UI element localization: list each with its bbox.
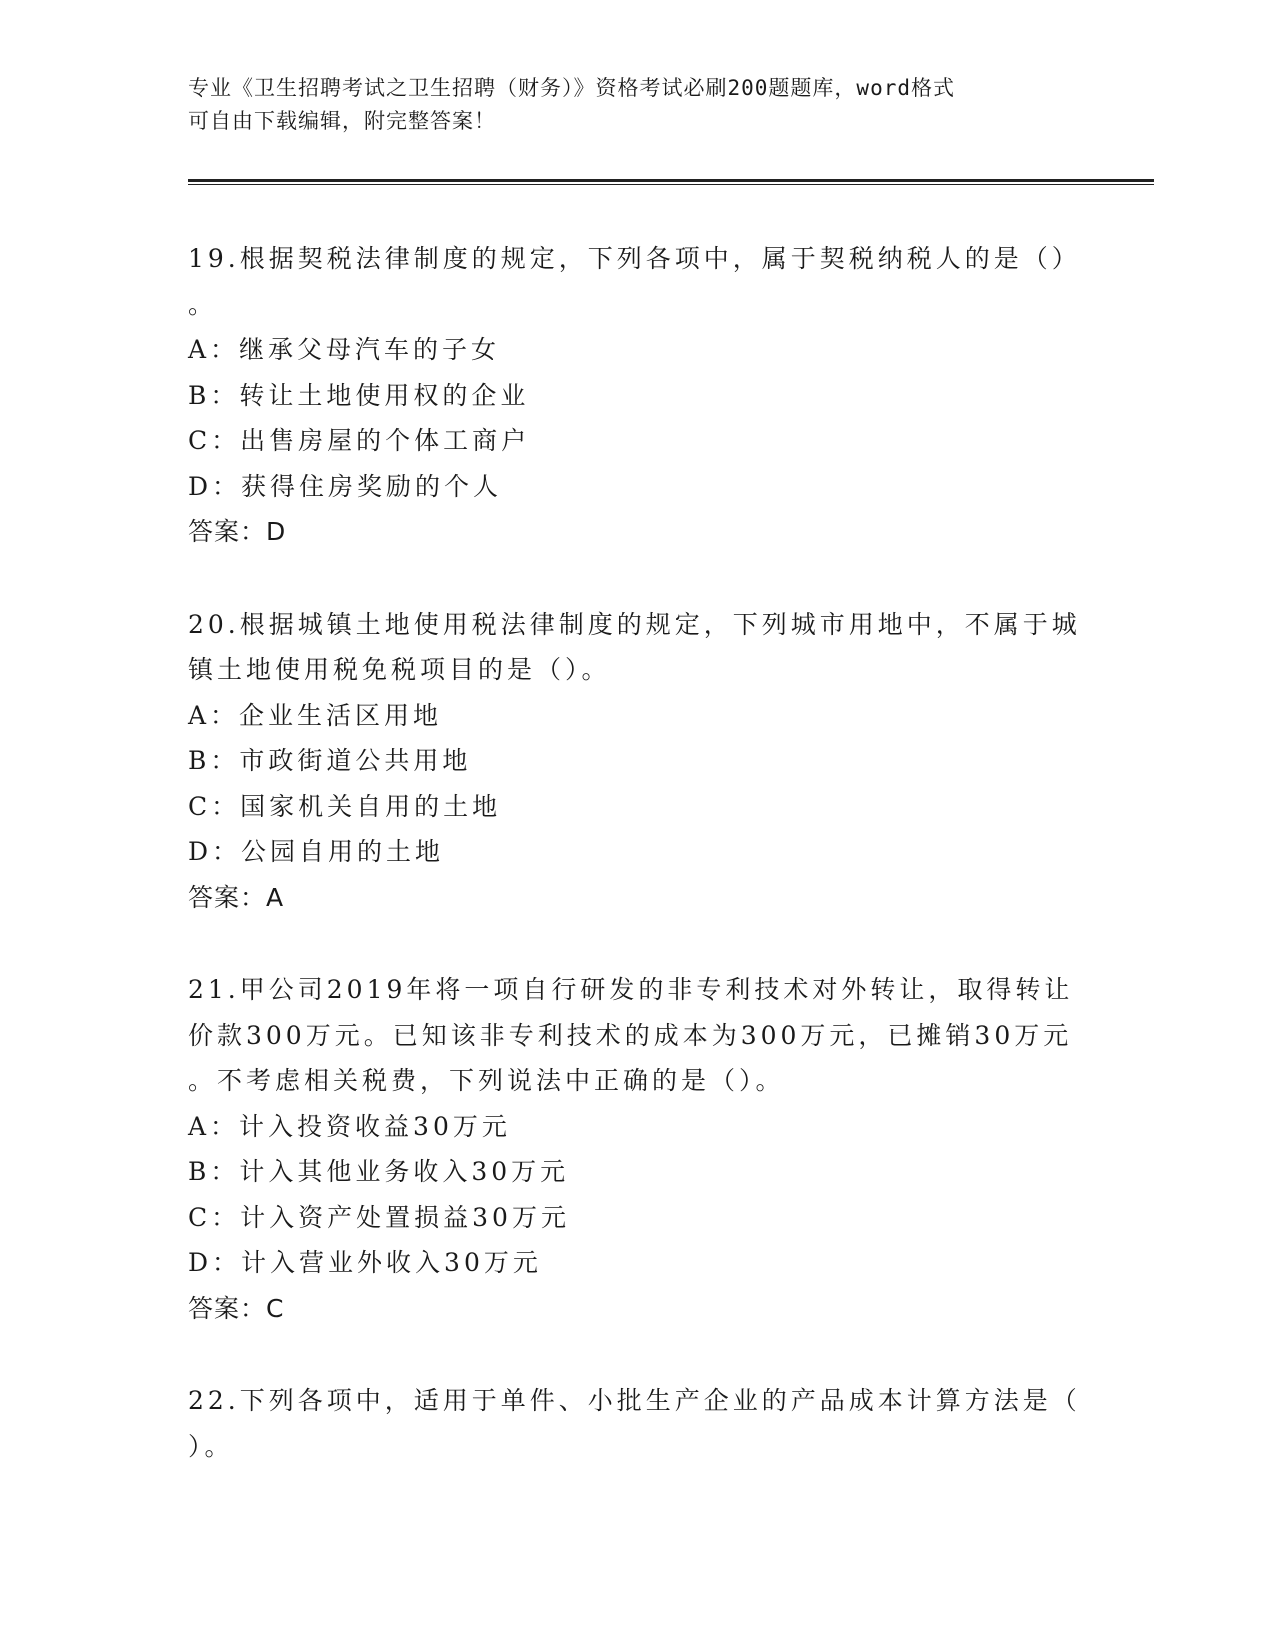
question-text: 镇土地使用税免税项目的是（）。: [188, 655, 611, 684]
option-b: B：计入其他业务收入30万元: [188, 1157, 570, 1186]
question-text: 21.甲公司2019年将一项自行研发的非专利技术对外转让，取得转让: [188, 975, 1074, 1004]
header-divider-thin: [188, 184, 1154, 185]
question-text: 。: [188, 289, 218, 319]
option-c: C：出售房屋的个体工商户: [188, 426, 531, 455]
answer-text: 答案：C: [188, 1293, 285, 1323]
header-line-1: 专业《卫生招聘考试之卫生招聘（财务）》资格考试必刷200题题库，word格式: [188, 76, 955, 100]
option-b: B：转让土地使用权的企业: [188, 380, 530, 410]
option-d: D：获得住房奖励的个人: [188, 471, 503, 501]
question-21: [188, 967, 1078, 1331]
question-19: [188, 236, 1081, 555]
option-a: A：继承父母汽车的子女: [188, 335, 501, 364]
question-list: [188, 236, 1081, 1516]
option-d: D：计入营业外收入30万元: [188, 1248, 542, 1277]
option-c: C：国家机关自用的土地: [188, 791, 502, 821]
question-text: 19.根据契税法律制度的规定，下列各项中，属于契税纳税人的是（）: [188, 244, 1081, 273]
answer-text: 答案：A: [188, 882, 285, 912]
option-a: A：计入投资收益30万元: [188, 1111, 511, 1141]
option-a: A：企业生活区用地: [188, 700, 443, 730]
question-text: 。不考虑相关税费，下列说法中正确的是（）。: [188, 1066, 785, 1095]
question-text: 20.根据城镇土地使用税法律制度的规定，下列城市用地中，不属于城: [188, 609, 1081, 639]
question-20: [188, 602, 1081, 921]
question-text: ）。: [188, 1431, 234, 1461]
option-b: B：市政街道公共用地: [188, 746, 472, 775]
question-22: [188, 1378, 1081, 1469]
answer-text: 答案：D: [188, 517, 287, 546]
header-divider: [188, 179, 1154, 182]
option-c: C：计入资产处置损益30万元: [188, 1202, 570, 1232]
question-text: 22.下列各项中，适用于单件、小批生产企业的产品成本计算方法是（: [188, 1386, 1081, 1415]
document-header: [188, 72, 1088, 138]
question-text: 价款300万元。已知该非专利技术的成本为300万元，已摊销30万元: [188, 1020, 1073, 1050]
header-line-2: 可自由下载编辑，附完整答案！: [188, 109, 496, 133]
option-d: D：公园自用的土地: [188, 837, 445, 866]
